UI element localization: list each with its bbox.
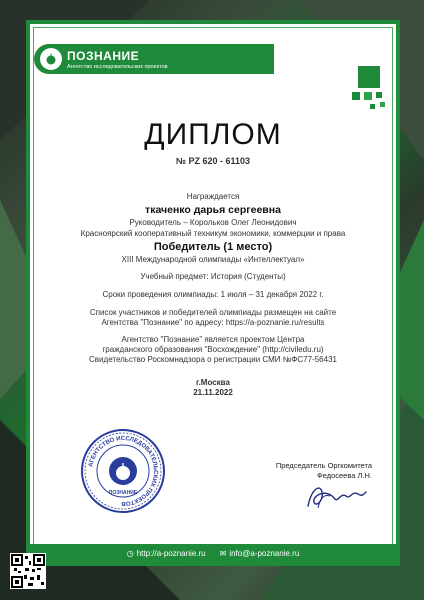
signature-image [300,478,370,519]
supervisor: Руководитель – Корольков Олег Леонидович [129,218,297,227]
city: г.Москва [196,378,230,387]
project-line-2: гражданского образования "Восхождение" (http://civiledu.ru) [102,345,324,354]
email-link[interactable] [220,549,300,558]
diploma-number: № PZ 620 - 61103 [175,156,251,166]
seal-text: АГЕНТСТВО ИССЛЕДОВАТЕЛЬСКИХ ПРОЕКТОВ [88,435,159,507]
brand-header [34,44,274,74]
subject: Учебный предмет: История (Студенты) [140,272,286,281]
recipient-name: ткаченко дарья сергеевна [145,204,281,216]
decorative-squares [348,66,388,121]
official-seal [80,428,166,514]
seal-brand: ПОЗНАНИЕ [108,490,138,496]
signatory-name: Федосеева Л.Н. [316,471,372,480]
apple-logo-icon [40,48,62,70]
olympiad-name: XIII Международной олимпиады «Интеллектуал» [121,255,305,264]
footer-bar [26,544,400,562]
site-link-text: http://a-poznanie.ru [136,548,206,558]
results-line-2: Агентства "Познание" по адресу: https://a-poznanie.ru/results [101,318,325,327]
institution: Красноярский кооперативный техникум экономики, коммерции и права [80,229,346,238]
awarded-label: Награждается [186,192,240,201]
signatory-role: Председатель Оргкомитета [275,461,372,470]
results-line-1: Список участников и победителей олимпиады размещен на сайте [89,308,337,317]
project-line-3: Свидетельство Роскомнадзора о регистрации СМИ №ФС77-56431 [89,355,337,364]
diploma-title: ДИПЛОМ [144,118,282,151]
issue-date: 21.11.2022 [193,388,233,397]
brand-name: ПОЗНАНИЕ [67,48,140,63]
site-link[interactable] [127,549,206,558]
globe-icon: ◷ [126,548,134,558]
award-place: Победитель (1 место) [153,241,273,253]
olympiad-dates: Сроки проведения олимпиады: 1 июля – 31 декабря 2022 г. [102,290,324,299]
email-link-text: info@a-poznanie.ru [229,548,300,558]
brand-subtitle: Агентство исследовательских проектов [67,63,168,70]
qr-code [10,553,46,589]
project-line-1: Агентство "Познание" является проектом Центра [121,335,305,344]
email-icon: ✉ [219,548,227,558]
